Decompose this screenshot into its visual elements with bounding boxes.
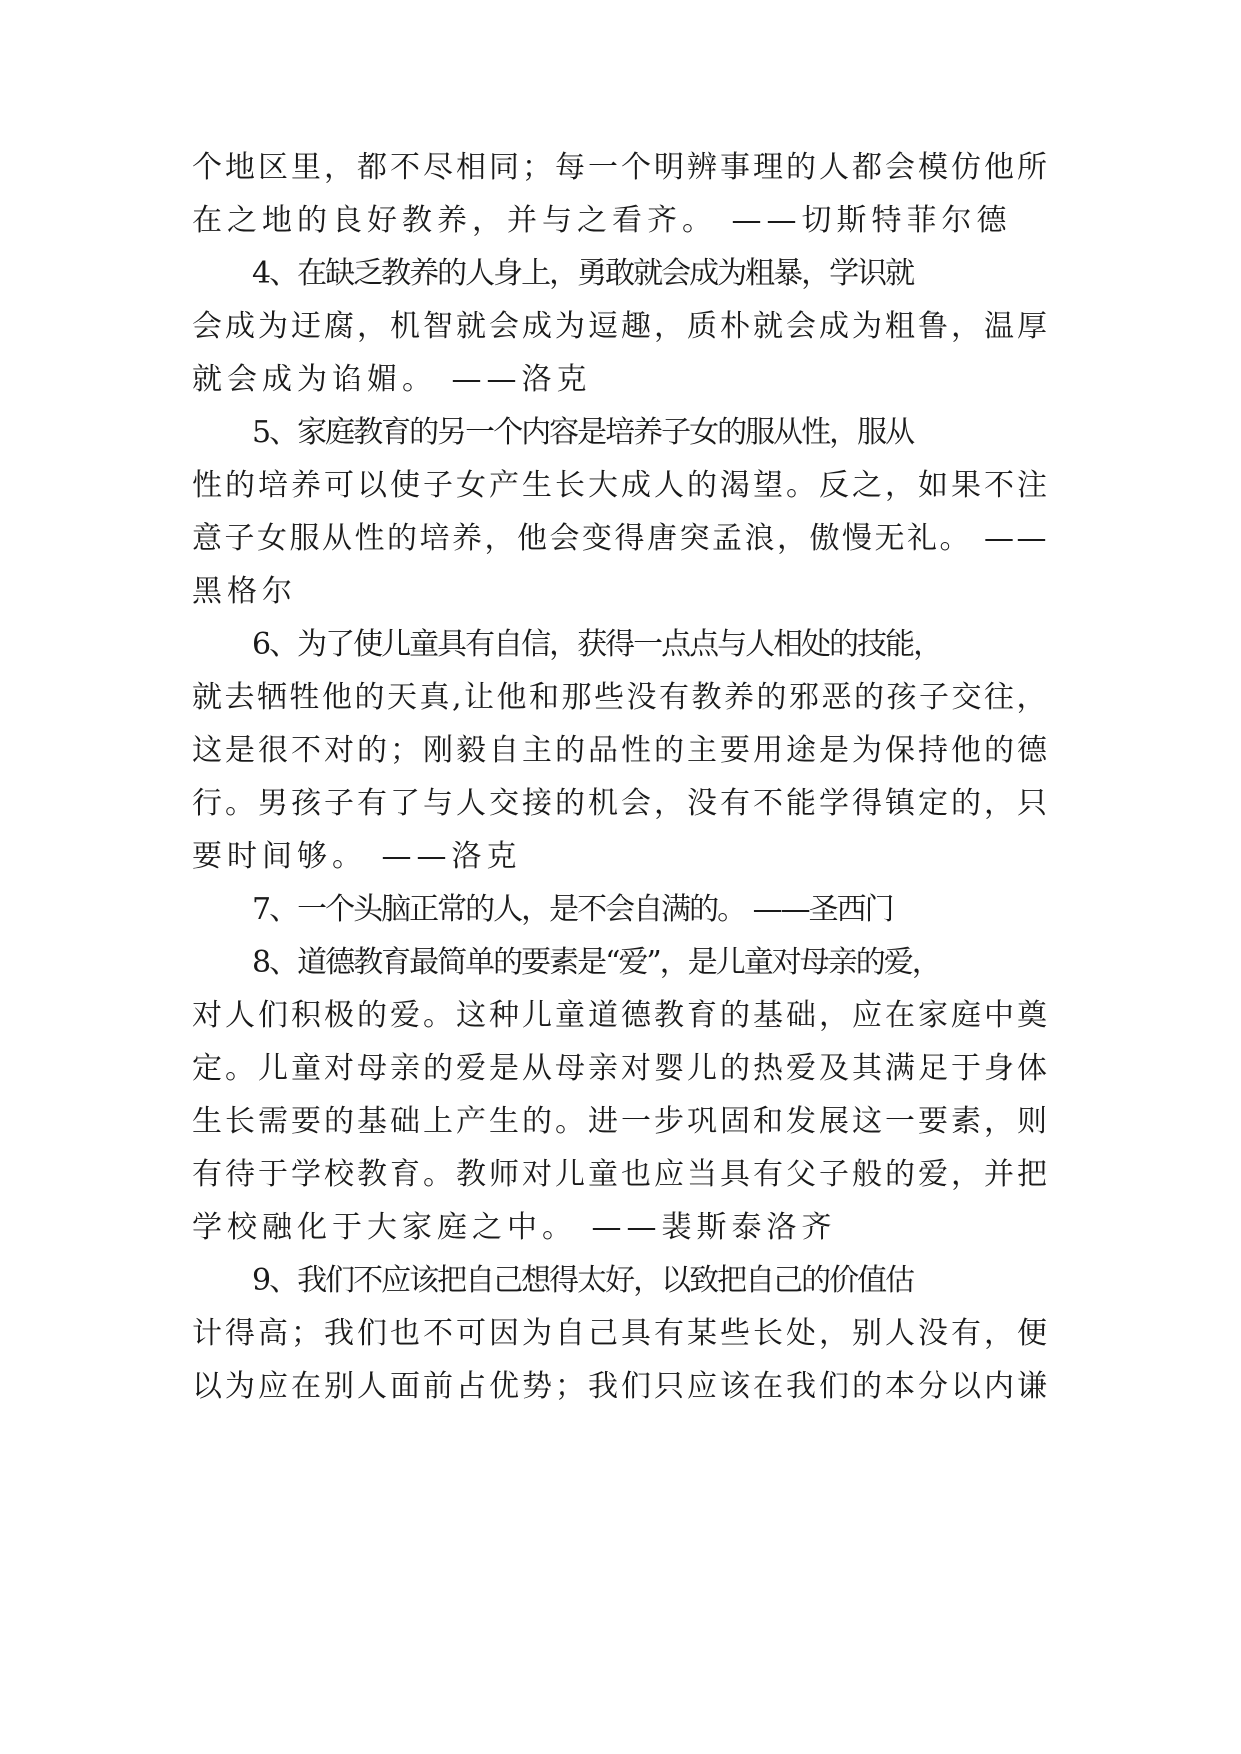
text-line: 6、为了使儿童具有自信，获得一点点与人相处的技能， — [252, 627, 942, 662]
text-line: 生长需要的基础上产生的。进一步巩固和发展这一要素，则 — [192, 1104, 1050, 1139]
text-line: 7、一个头脑正常的人，是不会自满的。 ——圣西门 — [252, 892, 893, 927]
text-line: 以为应在别人面前占优势；我们只应该在我们的本分以内谦 — [192, 1369, 1050, 1404]
text-line: 9、我们不应该把自己想得太好，以致把自己的价值估 — [252, 1263, 914, 1298]
text-line: 这是很不对的；刚毅自主的品性的主要用途是为保持他的德 — [192, 733, 1050, 768]
text-line: 性的培养可以使子女产生长大成人的渴望。反之，如果不注 — [192, 468, 1050, 503]
text-line: 就会成为谄媚。 ——洛克 — [192, 362, 592, 397]
text-line: 黑格尔 — [192, 574, 297, 609]
text-line: 意子女服从性的培养，他会变得唐突孟浪，傲慢无礼。 —— — [192, 521, 1050, 556]
text-line: 有待于学校教育。教师对儿童也应当具有父子般的爱，并把 — [192, 1157, 1050, 1192]
text-line: 要时间够。 ——洛克 — [192, 839, 522, 874]
text-line: 5、家庭教育的另一个内容是培养子女的服从性，服从 — [252, 415, 914, 450]
text-line: 个地区里，都不尽相同；每一个明辨事理的人都会模仿他所 — [192, 150, 1050, 185]
text-line: 在之地的良好教养，并与之看齐。 ——切斯特菲尔德 — [192, 203, 1012, 238]
text-line: 就去牺牲他的天真,让他和那些没有教养的邪恶的孩子交往， — [192, 680, 1050, 715]
text-line: 行。男孩子有了与人交接的机会，没有不能学得镇定的，只 — [192, 786, 1050, 821]
text-line: 定。儿童对母亲的爱是从母亲对婴儿的热爱及其满足于身体 — [192, 1051, 1050, 1086]
text-line: 8、道德教育最简单的要素是“爱”，是儿童对母亲的爱， — [252, 945, 940, 980]
text-line: 会成为迂腐，机智就会成为逗趣，质朴就会成为粗鲁，温厚 — [192, 309, 1050, 344]
text-line: 计得高；我们也不可因为自己具有某些长处，别人没有，便 — [192, 1316, 1050, 1351]
text-line: 对人们积极的爱。这种儿童道德教育的基础，应在家庭中奠 — [192, 998, 1050, 1033]
text-line: 4、在缺乏教养的人身上，勇敢就会成为粗暴，学识就 — [252, 256, 914, 291]
text-line: 学校融化于大家庭之中。 ——裴斯泰洛齐 — [192, 1210, 837, 1245]
